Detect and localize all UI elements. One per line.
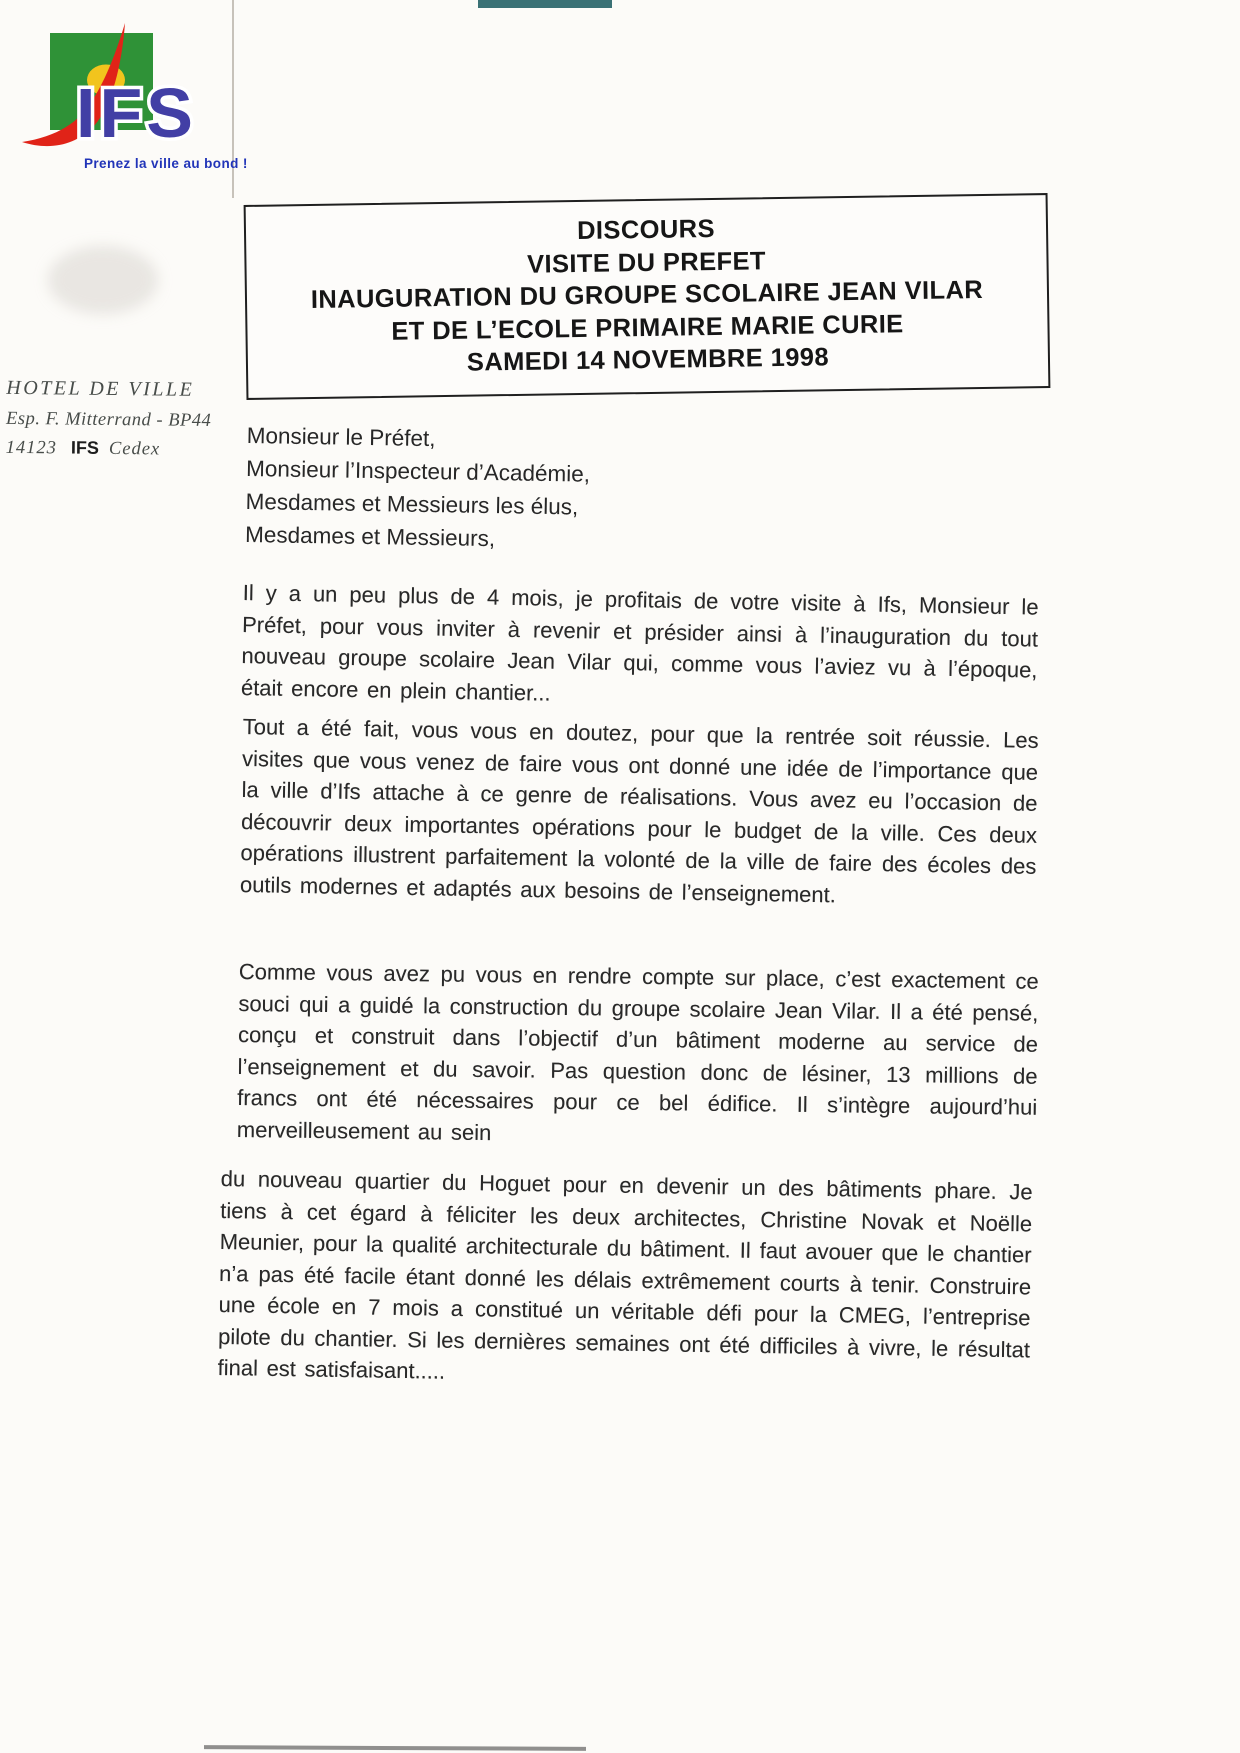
body-paragraph-3: Comme vous avez pu vous en rendre compte sur place, c’est exactement ce souci qui a guidé la construction du groupe scolaire Jean Vilar. Il a été pensé, conçu et construit dans l’objectif d’un bâtiment moderne au service de l’enseignement et du savoir. Pas question donc de lésiner, 13 millions de francs ont été nécessaires pour ce bel édifice. Il s’intègre aujourd’hui merveilleusement au sein [236, 958, 1039, 1145]
salutation-line-inspecteur: Monsieur l’Inspecteur d’Académie, [245, 455, 591, 487]
postal-code: 14123 [5, 437, 58, 459]
title-line-visite: VISITE DU PREFET [526, 246, 767, 279]
letterhead-line-hotel-de-ville: HOTEL DE VILLE [6, 376, 195, 401]
salutation-line-elus: Mesdames et Messieurs les élus, [245, 488, 579, 520]
logo-tagline: Prenez la ville au bond ! [84, 156, 248, 171]
postal-cedex: Cedex [108, 438, 161, 460]
scan-bottom-edge-shadow [204, 1745, 586, 1751]
body-paragraph-1: Il y a un peu plus de 4 mois, je profitais de votre visite à Ifs, Monsieur le Préfet, pour vous inviter à revenir et présider ainsi à l’inauguration du tout nouveau groupe scolaire Jean Vilar qui, comme vous l’aviez vu à l’époque, était encore en plein chantier... [240, 579, 1039, 706]
title-line-inauguration: INAUGURATION DU GROUPE SCOLAIRE JEAN VILAR [310, 276, 984, 314]
body-paragraph-4: du nouveau quartier du Hoguet pour en devenir un des bâtiments phare. Je tiens à cet égard à féliciter les deux architectes, Christine Novak et Noëlle Meunier, pour la qualité architecturale du bâtiment. Il faut avouer que le chantier n’a pas été facile étant donné les délais extrêmement courts à tenir. Construire une école en 7 mois a constitué un véritable défi pour la CMEG, l’entreprise pilote du chantier. Si les dernières semaines ont été difficiles à vivre, le résultat final est satisfaisant..... [217, 1165, 1033, 1384]
salutation-block [245, 419, 867, 561]
title-box [244, 193, 1051, 399]
postal-city: IFS [70, 437, 100, 458]
letterhead-line-street: Esp. F. Mitterrand - BP44 [5, 408, 212, 431]
title-line-discours: DISCOURS [576, 214, 716, 246]
title-line-ecole: ET DE L’ECOLE PRIMAIRE MARIE CURIE [391, 309, 904, 346]
scan-artifact-top-bar [478, 0, 612, 8]
salutation-line-messieurs: Mesdames et Messieurs, [244, 521, 496, 552]
ifs-logo [10, 16, 270, 166]
logo-wordmark: IFS [76, 74, 197, 152]
letterhead-line-postal [6, 437, 226, 461]
salutation-line-prefet: Monsieur le Préfet, [246, 422, 436, 452]
title-line-date: SAMEDI 14 NOVEMBRE 1998 [466, 343, 830, 377]
body-paragraph-2: Tout a été fait, vous vous en doutez, pour que la rentrée soit réussie. Les visites que vous venez de faire vous ont donné une idée de l’importance que la ville d’Ifs attache à ce genre de réalisations. Vous avez eu l’occasion de découvrir deux importantes opérations pour le budget de la ville. Ces deux opérations illustrent parfaitement la volonté de la ville de faire des écoles des outils modernes et adaptés aux besoins de l’enseignement. [239, 713, 1039, 907]
scan-smudge [48, 246, 158, 314]
letterhead-address [6, 377, 227, 461]
